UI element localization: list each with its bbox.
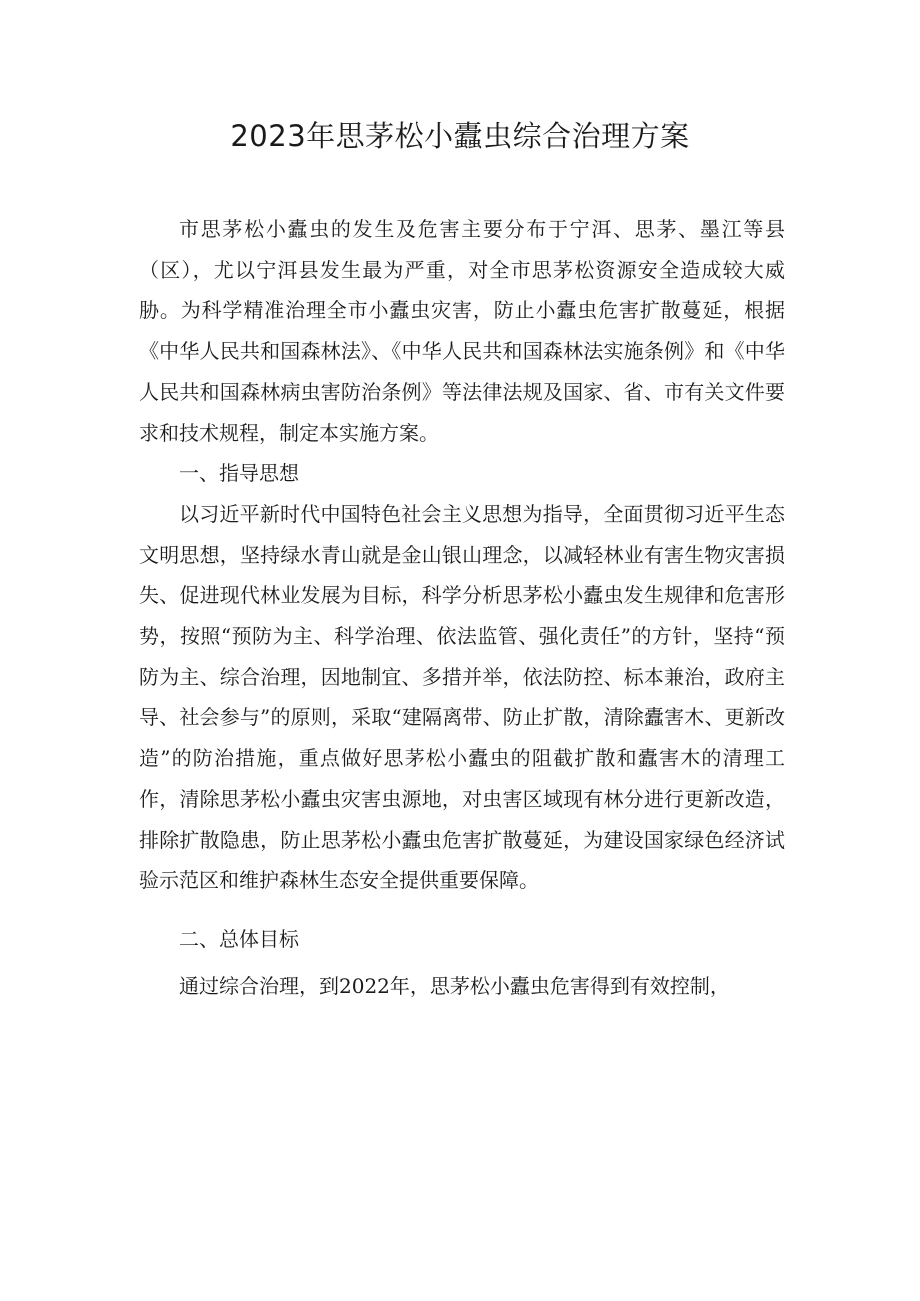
overall-goal-paragraph: 通过综合治理，到2022年，思茅松小蠹虫危害得到有效控制， [179, 973, 730, 998]
section-spacer [139, 901, 785, 919]
section-heading-overall-goal: 二、总体目标 [179, 926, 299, 951]
section-heading-guiding-ideology: 一、指导思想 [179, 461, 299, 486]
document-title: 2023年思茅松小蠹虫综合治理方案 [230, 119, 690, 153]
intro-paragraph: 市思茅松小蠹虫的发生及危害主要分布于宁洱、思茅、墨江等县（区），尤以宁洱县发生最为严重，对全市思茅松资源安全造成较大威胁。为科学精准治理全市小蠹虫灾害，防止小蠹虫危害扩散蔓延，根据《中华人民共和国森林法》、《中华人民共和国森林法实施条例》和《中华人民共和国森林病虫害防治条例》等法律法规及国家、省、市有关文件要求和技术规程，制定本实施方案。 [139, 217, 785, 445]
guiding-ideology-paragraph: 以习近平新时代中国特色社会主义思想为指导，全面贯彻习近平生态文明思想，坚持绿水青山就是金山银山理念，以减轻林业有害生物灾害损失、促进现代林业发展为目标，科学分析思茅松小蠹虫发生规律和危害形势，按照“预防为主、科学治理、依法监管、强化责任”的方针，坚持“预防为主、综合治理，因地制宜、多措并举，依法防控、标本兼治，政府主导、社会参与”的原则，采取“建隔离带、防止扩散，清除蠹害木、更新改造”的防治措施，重点做好思茅松小蠹虫的阻截扩散和蠹害木的清理工作，清除思茅松小蠹虫灾害虫源地，对虫害区域现有林分进行更新改造，排除扩散隐患，防止思茅松小蠹虫危害扩散蔓延，为建设国家绿色经济试验示范区和维护森林生态安全提供重要保障。 [139, 501, 785, 893]
document-body [139, 209, 785, 1006]
